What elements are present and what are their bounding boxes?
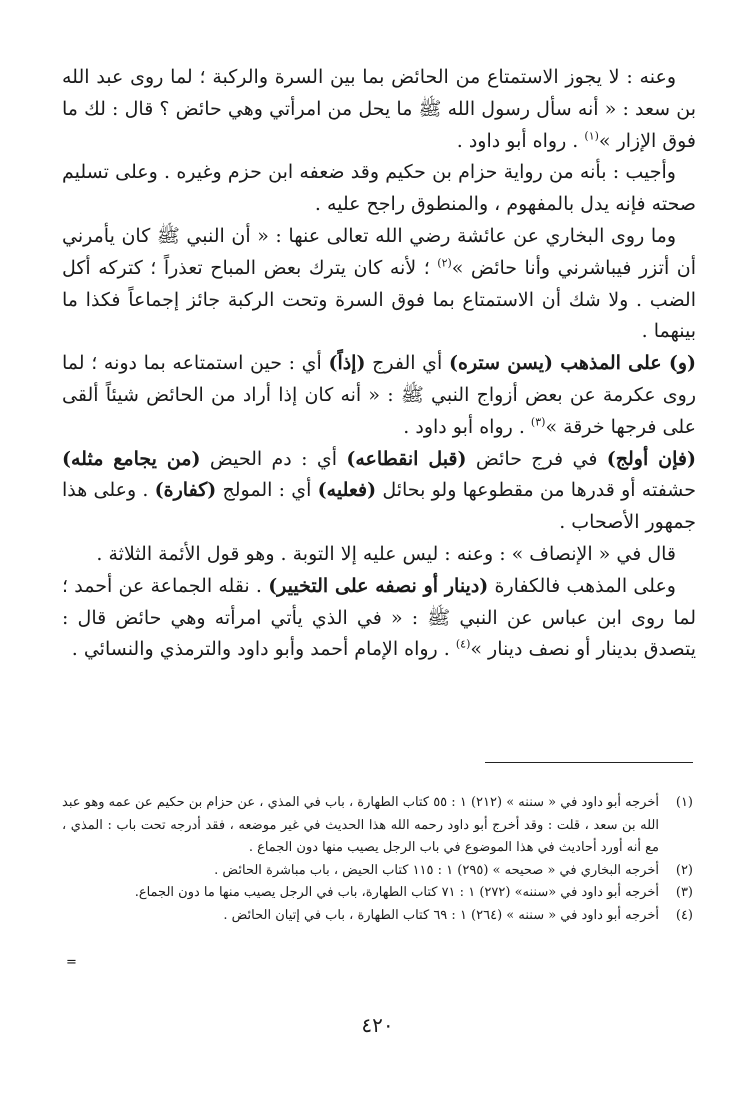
footnote-separator — [485, 762, 693, 763]
text-run: وما روى البخاري عن عائشة رضي الله تعالى عنها : « أن النبي ﷺ كان يأمرني أن أتزر فيباشرني وأنا حائض » — [62, 224, 696, 279]
text-run: أي : المولج — [216, 479, 318, 502]
text-run: أي : حين استمتاعه بما دونه ؛ لما روى عكرمة عن بعض أزواج النبي ﷺ : « أنه كان إذا أراد من الحائض شيئاً ألقى على فرجها خرقة » — [62, 352, 696, 438]
paragraph-p2 — [62, 157, 696, 221]
footnote-number: (٣) — [675, 885, 693, 901]
bold-term: (من يجامع مثله) — [62, 447, 201, 470]
page-number: ٤٢٠ — [361, 1013, 394, 1037]
text-run: . رواه أبو داود . — [403, 415, 531, 438]
paragraph-p1 — [62, 62, 696, 157]
footnote — [62, 860, 693, 883]
bold-term: (فعليه) — [317, 479, 377, 502]
footnote — [62, 792, 693, 860]
bold-term: (دينار أو نصفه على التخيير) — [268, 574, 489, 597]
footnote — [62, 905, 693, 928]
text-run: . نقله الجماعة عن أحمد ؛ لما روى ابن عباس عن النبي ﷺ : « في الذي يأتي امرأته وهي حائض قال : يتصدق بدينار أو نصف دينار » — [62, 574, 696, 661]
footnote-ref[interactable]: (٢) — [437, 256, 452, 270]
main-text — [62, 62, 696, 666]
paragraph-p5 — [62, 444, 696, 539]
footnote — [62, 882, 693, 905]
text-run: ؛ لأنه كان يترك بعض المباح تعذراً ؛ كتركه أكل الضب . ولا شك أن الاستمتاع بما فوق السرة وتحت الركبة جائز إجماعاً فكذا ما بينهما . — [62, 256, 696, 343]
footnote-number: (٤) — [675, 907, 693, 923]
paragraph-p6 — [62, 539, 696, 571]
text-run: قال في « الإنصاف » : وعنه : ليس عليه إلا التوبة . وهو قول الأئمة الثلاثة . — [96, 542, 676, 565]
footnotes — [62, 792, 693, 928]
footnote-ref[interactable]: (٤) — [455, 638, 471, 652]
paragraph-p7 — [62, 571, 696, 666]
text-run: أي الفرج — [365, 352, 449, 375]
footnote-ref[interactable]: (١) — [584, 129, 599, 143]
body-text — [62, 62, 696, 666]
bold-term: (و) على المذهب — [553, 352, 697, 375]
text-run: أي : دم الحيض — [200, 447, 347, 470]
bold-term: (إذاً) — [328, 352, 366, 375]
text-run: في فرج حائض — [466, 447, 607, 470]
bold-term: (يسن ستره) — [449, 352, 553, 375]
bold-term: (كفارة) — [154, 479, 217, 502]
bold-term: (فإن أولج) — [606, 447, 696, 470]
bold-term: (قبل انقطاعه) — [346, 447, 467, 470]
text-run: وعلى المذهب فالكفارة — [488, 574, 676, 597]
text-run: . رواه الإمام أحمد وأبو داود والترمذي والنسائي . — [71, 638, 456, 661]
paragraph-p3 — [62, 221, 696, 348]
footnote-text: أخرجه البخاري في « صحيحه » (٢٩٥) ١ : ١١٥ كتاب الحيض ، باب مباشرة الحائض . — [214, 862, 659, 878]
text-run: وعنه : لا يجوز الاستمتاع من الحائض بما بين السرة والركبة ؛ لما روى عبد الله بن سعد : « أنه سأل رسول الله ﷺ ما يحل من امرأتي وهي حائض ؟ قال : لك ما فوق الإزار » — [62, 66, 696, 152]
footnote-text: أخرجه أبو داود في «سننه» (٢٧٢) ١ : ٧١ كتاب الطهارة، باب في الرجل يصيب منها ما دون الجماع. — [134, 885, 659, 901]
footnote-text: أخرجه أبو داود في « سننه » (٢١٢) ١ : ٥٥ كتاب الطهارة ، باب في المذي ، عن حزام بن حكيم عن عمه وهو عبد الله بن سعد ، قلت : وقد أخرج أبو داود رحمه الله هذا الحديث في غير موضعه ، فقد أدرجه تحت باب : المذي ، مع أنه أورد أحاديث في هذا الموضوع في باب الرجل يصيب منها دون الجماع . — [62, 795, 659, 856]
text-run: وأجيب : بأنه من رواية حزام بن حكيم وقد ضعفه ابن حزم وغيره . وعلى تسليم صحته فإنه يدل بالمفهوم ، والمنطوق راجح عليه . — [62, 161, 696, 216]
footnote-number: (٢) — [675, 862, 693, 878]
text-run: . رواه أبو داود . — [456, 129, 585, 152]
footnote-text: أخرجه أبو داود في « سننه » (٢٦٤) ١ : ٦٩ كتاب الطهارة ، باب في إتيان الحائض . — [223, 907, 659, 923]
text-run: حشفته أو قدرها من مقطوعها ولو بحائل — [376, 479, 696, 502]
paragraph-p4 — [62, 348, 696, 443]
footnote-number: (١) — [675, 795, 693, 810]
footnote-ref[interactable]: (٣) — [530, 415, 546, 429]
continuation-mark: = — [66, 955, 77, 970]
text-run: . وعلى هذا جمهور الأصحاب . — [62, 479, 696, 534]
